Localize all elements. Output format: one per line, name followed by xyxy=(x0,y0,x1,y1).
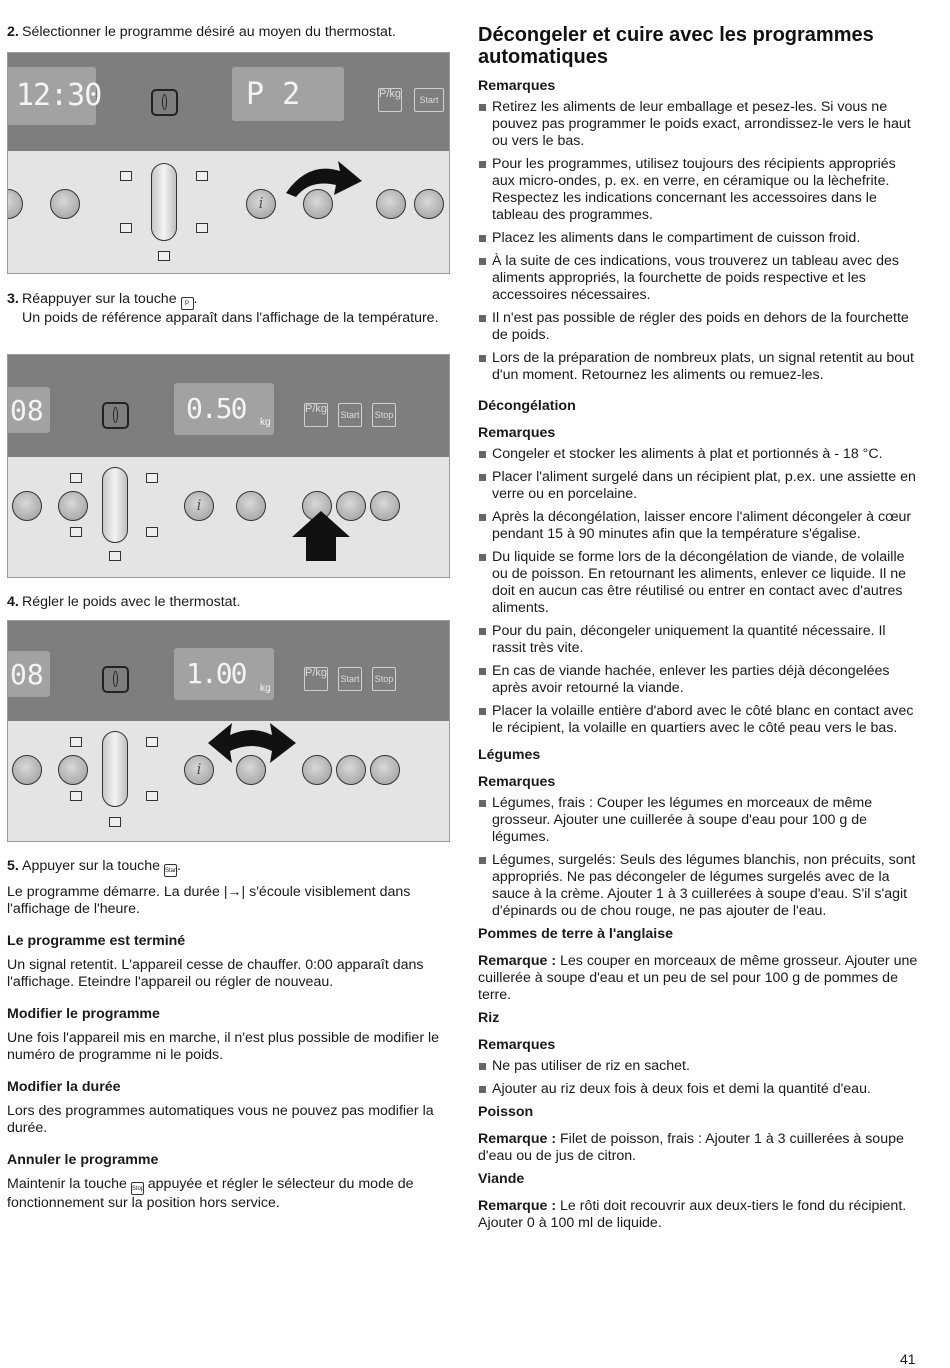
clock-icon xyxy=(151,89,178,116)
list-item: Congeler et stocker les aliments à plat et portionnés à - 18 °C. xyxy=(478,446,920,463)
start-key-icon: Start xyxy=(164,864,177,877)
remarques-legumes-label: Remarques xyxy=(478,774,556,790)
knob[interactable] xyxy=(7,189,23,219)
text-annuler: Maintenir la touche Stop appuyée et régler le sélecteur du mode de fonctionnement sur la position hors service. xyxy=(7,1176,414,1211)
panel-top xyxy=(8,53,449,151)
control-panel-2 xyxy=(7,354,450,578)
stop-button[interactable]: Stop xyxy=(372,403,396,427)
decong-list xyxy=(478,446,920,737)
knob[interactable] xyxy=(376,189,406,219)
left-display: 08 xyxy=(7,387,50,433)
text-poisson: Remarque : Filet de poisson, frais : Ajouter 1 à 3 cuillerées à soupe d'eau ou de jus de citron. xyxy=(478,1131,904,1164)
list-item: Après la décongélation, laisser encore l'aliment décongeler à cœur pendant 15 à 90 minutes afin que la température s'égalise. xyxy=(478,509,920,543)
text-termine: Un signal retentit. L'appareil cesse de chauffer. 0:00 apparaît dans l'affichage. Eteindre l'appareil ou régler de nouveau. xyxy=(7,957,424,990)
fan-grill-icon xyxy=(196,223,208,233)
list-item: Légumes, frais : Couper les légumes en morceaux de même grosseur. Ajouter une cuillerée à soupe d'eau pour 100 g de légumes. xyxy=(478,795,920,846)
knob[interactable] xyxy=(370,491,400,521)
rotate-arrow-icon xyxy=(278,153,368,199)
program-display: P 2 xyxy=(232,67,344,121)
heading-pommes: Pommes de terre à l'anglaise xyxy=(478,926,673,942)
knob[interactable] xyxy=(12,491,42,521)
defrost-icon xyxy=(158,251,170,261)
list-item: Lors de la préparation de nombreux plats, un signal retentit au bout d'un moment. Retournez les aliments ou remuez-les. xyxy=(478,350,920,384)
clock-icon xyxy=(102,402,129,429)
panel-top xyxy=(8,355,449,457)
defrost-icon xyxy=(109,551,121,561)
knob[interactable] xyxy=(414,189,444,219)
knob[interactable] xyxy=(336,755,366,785)
weight-display: 1.00 kg xyxy=(174,648,274,700)
heat-mode-icon xyxy=(120,171,132,181)
list-item: Légumes, surgelés: Seuls des légumes blanchis, non précuits, sont appropriés. Ne pas décongeler de légumes surgelés avec de la sauce à la crème. Ajouter 1 à 3 cuillerées à soupe d'eau. S'il s'agit d'épinards ou de chou rouge, ne pas ajouter de l'eau. xyxy=(478,852,920,920)
fan-icon xyxy=(196,171,208,181)
heat-mode-icon xyxy=(70,737,82,747)
knob[interactable] xyxy=(236,491,266,521)
pkg-button[interactable]: P/kg xyxy=(378,88,402,112)
pkg-button[interactable]: P/kg xyxy=(304,403,328,427)
mode-selector[interactable] xyxy=(102,731,128,807)
defrost-icon xyxy=(109,817,121,827)
list-item: Placez les aliments dans le compartiment de cuisson froid. xyxy=(478,230,920,247)
heading-viande: Viande xyxy=(478,1171,525,1187)
text-viande: Remarque : Le rôti doit recouvrir aux deux-tiers le fond du récipient. Ajouter 0 à 100 ml de liquide. xyxy=(478,1198,907,1231)
grill-icon xyxy=(120,223,132,233)
panel-top xyxy=(8,621,449,721)
weight-display: 0.50 kg xyxy=(174,383,274,435)
heat-mode-icon xyxy=(70,473,82,483)
list-item: Du liquide se forme lors de la décongélation de viande, de volaille ou de poisson. En retournant les aliments, enlever ce liquide. Il ne doit en aucun cas être réutilisé ou entrer en contact avec d'autres aliments. xyxy=(478,549,920,617)
stop-button[interactable]: Stop xyxy=(372,667,396,691)
text-pommes: Remarque : Les couper en morceaux de même grosseur. Ajouter une cuillerée à soupe d'eau et un peu de sel pour 100 g de pommes de terre. xyxy=(478,953,918,1003)
list-item: Placer la volaille entière d'abord avec le côté blanc en contact avec le récipient, la volaille en quartiers avec le côté peau vers le bas. xyxy=(478,703,920,737)
list-item: Pour du pain, décongeler uniquement la quantité nécessaire. Il rassit très vite. xyxy=(478,623,920,657)
remarques-general-label: Remarques xyxy=(478,78,556,94)
remarques-decong-label: Remarques xyxy=(478,425,556,441)
text-modif-prog: Une fois l'appareil mis en marche, il n'est plus possible de modifier le numéro de programme ni le poids. xyxy=(7,1030,440,1063)
mode-selector[interactable] xyxy=(102,467,128,543)
knob[interactable] xyxy=(58,491,88,521)
remarques-riz-label: Remarques xyxy=(478,1037,556,1053)
control-panel-1 xyxy=(7,52,450,274)
step-4: 4. Régler le poids avec le thermostat. xyxy=(7,594,241,610)
list-item: Ajouter au riz deux fois à deux fois et demi la quantité d'eau. xyxy=(478,1081,920,1098)
page-number: 41 xyxy=(900,1351,916,1367)
fan-grill-icon xyxy=(146,527,158,537)
step-5: 5. Appuyer sur la touche Start. xyxy=(7,858,452,877)
list-item: Pour les programmes, utilisez toujours des récipients appropriés aux micro-ondes, p. ex. en verre, en céramique ou la lèchefrite. Respectez les indications concernant les accessoires dans le tableau des programmes. xyxy=(478,156,920,224)
rotate-both-ways-icon xyxy=(206,719,298,765)
legumes-list xyxy=(478,795,920,920)
heading-annuler: Annuler le programme xyxy=(7,1152,159,1168)
list-item: Il n'est pas possible de régler des poids en dehors de la fourchette de poids. xyxy=(478,310,920,344)
info-button[interactable]: i xyxy=(184,755,214,785)
step-5-detail: Le programme démarre. La durée |→| s'écoule visiblement dans l'affichage de l'heure. xyxy=(7,883,411,917)
heading-poisson: Poisson xyxy=(478,1104,534,1120)
grill-icon xyxy=(70,791,82,801)
list-item: En cas de viande hachée, enlever les parties déjà décongelées après avoir retourné la viande. xyxy=(478,663,920,697)
info-button[interactable]: i xyxy=(246,189,276,219)
heading-termine: Le programme est terminé xyxy=(7,933,186,949)
text-modif-duree: Lors des programmes automatiques vous ne pouvez pas modifier la durée. xyxy=(7,1103,434,1136)
right-column xyxy=(478,24,920,1232)
start-button[interactable]: Start xyxy=(414,88,444,112)
pkg-button[interactable]: P/kg xyxy=(304,667,328,691)
knob[interactable] xyxy=(302,755,332,785)
heading-modif-prog: Modifier le programme xyxy=(7,1006,160,1022)
duration-icon: |→| xyxy=(223,883,246,899)
list-item: Ne pas utiliser de riz en sachet. xyxy=(478,1058,920,1075)
left-column xyxy=(7,24,452,41)
list-item: Retirez les aliments de leur emballage et pesez-les. Si vous ne pouvez pas programmer le poids exact, arrondissez-le vers le haut ou vers le bas. xyxy=(478,99,920,150)
grill-icon xyxy=(70,527,82,537)
step-3: 3. Réappuyer sur la touche P . Un poids de référence apparaît dans l'affichage de la température. xyxy=(7,291,439,326)
pkg-icon: P xyxy=(181,297,194,310)
clock-icon xyxy=(102,666,129,693)
knob[interactable] xyxy=(58,755,88,785)
press-arrow-icon xyxy=(290,509,352,561)
heading-legumes: Légumes xyxy=(478,747,541,763)
fan-grill-icon xyxy=(146,791,158,801)
knob[interactable] xyxy=(50,189,80,219)
start-button[interactable]: Start xyxy=(338,667,362,691)
fan-icon xyxy=(146,737,158,747)
left-display: 08 xyxy=(7,651,50,697)
knob[interactable] xyxy=(12,755,42,785)
fan-icon xyxy=(146,473,158,483)
heading-riz: Riz xyxy=(478,1010,500,1026)
clock-display: 12:30 xyxy=(7,67,96,125)
mode-selector[interactable] xyxy=(151,163,177,241)
riz-list xyxy=(478,1058,920,1098)
general-remarks-list xyxy=(478,99,920,384)
knob[interactable] xyxy=(370,755,400,785)
info-button[interactable]: i xyxy=(184,491,214,521)
control-panel-3 xyxy=(7,620,450,842)
list-item: Placer l'aliment surgelé dans un récipient plat, p.ex. une assiette en verre ou en porcelaine. xyxy=(478,469,920,503)
page-title: Décongeler et cuire avec les programmes automatiques xyxy=(478,24,874,68)
list-item: À la suite de ces indications, vous trouverez un tableau avec des aliments appropriés, la fourchette de poids respective et les accessoires nécessaires. xyxy=(478,253,920,304)
stop-key-icon: Stop xyxy=(131,1182,144,1195)
heading-decongelation: Décongélation xyxy=(478,398,576,414)
heading-modif-duree: Modifier la durée xyxy=(7,1079,121,1095)
step-2: 2. Sélectionner le programme désiré au moyen du thermostat. xyxy=(7,24,396,40)
start-button[interactable]: Start xyxy=(338,403,362,427)
